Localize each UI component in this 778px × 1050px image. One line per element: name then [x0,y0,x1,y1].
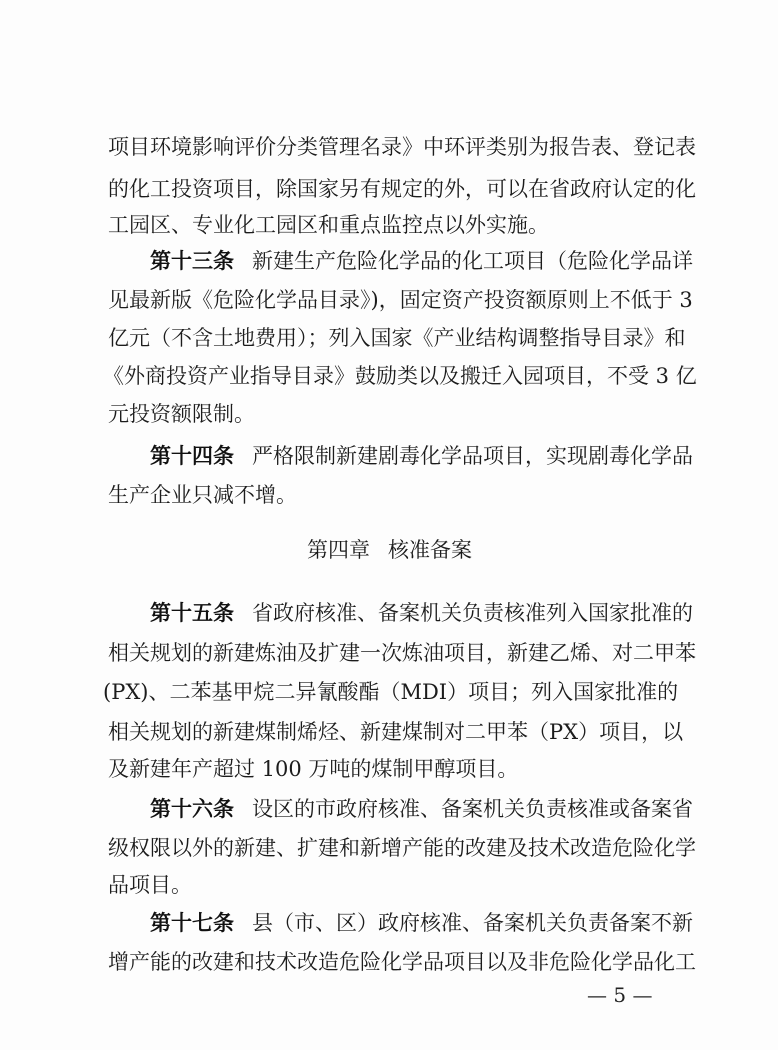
text-line: 相关规划的新建炼油及扩建一次炼油项目，新建乙烯、对二甲苯 [108,641,696,665]
text-line: 品项目。 [108,873,192,897]
article-16 [150,793,693,823]
text-line: 增产能的改建和技术改造危险化学品项目以及非危险化学品化工 [108,950,696,974]
article-17-title: 第十七条 [150,911,234,935]
text-line: 见最新版《危险化学品目录》)，固定资产投资额原则上不低于 3 [108,288,693,312]
text-line: (PX)、二苯基甲烷二异氰酸酯（MDI）项目；列入国家批准的 [103,680,679,704]
article-13-title: 第十三条 [150,249,234,273]
article-13 [150,245,693,275]
text-line: 级权限以外的新建、扩建和新增产能的改建及技术改造危险化学 [108,836,696,860]
page-number: — 5 — [587,983,653,1007]
chapter-number: 第四章 [307,538,370,562]
article-15-text: 省政府核准、备案机关负责核准列入国家批准的 [252,601,693,625]
chapter-title: 核准备案 [388,538,472,562]
article-16-text: 设区的市政府核准、备案机关负责核准或备案省 [252,797,693,821]
article-15-title: 第十五条 [150,601,234,625]
text-line: 元投资额限制。 [108,402,255,426]
text-line: 相关规划的新建煤制烯烃、新建煤制对二甲苯（PX）项目，以 [108,720,684,744]
text-line: 项目环境影响评价分类管理名录》中环评类别为报告表、登记表 [108,135,696,159]
article-16-title: 第十六条 [150,797,234,821]
article-14 [150,440,693,470]
article-17-text: 县（市、区）政府核准、备案机关负责备案不新 [252,911,693,935]
article-14-title: 第十四条 [150,444,234,468]
text-line: 及新建年产超过 100 万吨的煤制甲醇项目。 [108,757,519,781]
article-14-text: 严格限制新建剧毒化学品项目，实现剧毒化学品 [252,444,693,468]
text-line: 生产企业只减不增。 [108,483,297,507]
text-line: 亿元（不含土地费用）；列入国家《产业结构调整指导目录》和 [108,326,686,350]
article-13-text: 新建生产危险化学品的化工项目（危险化学品详 [252,249,693,273]
chapter-heading [307,534,472,564]
article-17 [150,907,693,937]
article-15 [150,597,693,627]
text-line: 《外商投资产业指导目录》鼓励类以及搬迁入园项目，不受 3 亿 [103,364,697,388]
text-line: 的化工投资项目，除国家另有规定的外，可以在省政府认定的化 [108,177,696,201]
text-line: 工园区、专业化工园区和重点监控点以外实施。 [108,213,549,237]
